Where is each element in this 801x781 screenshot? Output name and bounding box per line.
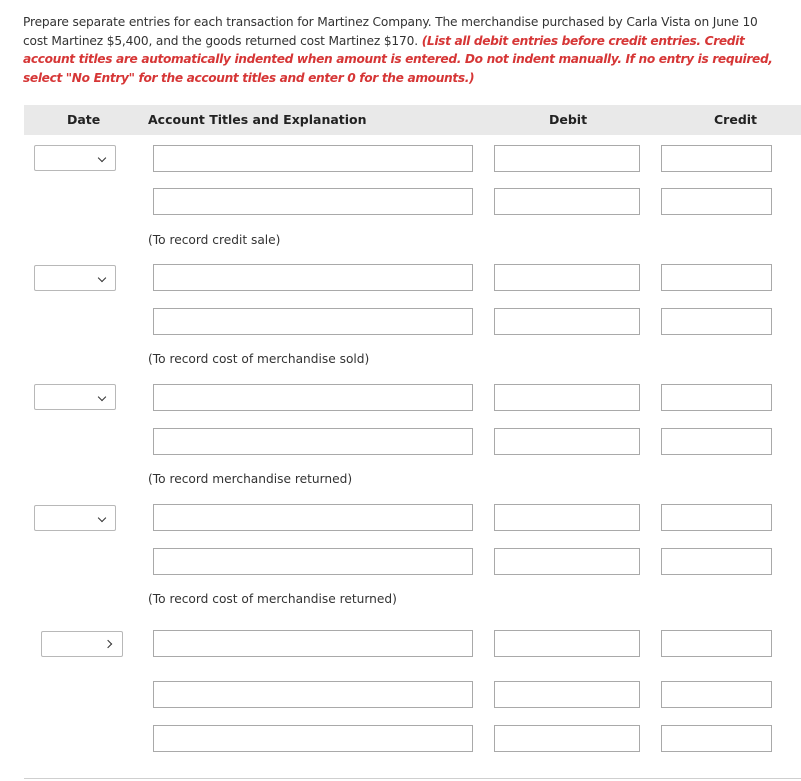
debit-input[interactable] — [494, 548, 640, 575]
debit-input[interactable] — [494, 504, 640, 531]
credit-input[interactable] — [661, 188, 772, 215]
header-date: Date — [67, 112, 101, 127]
credit-input[interactable] — [661, 681, 772, 708]
date-select[interactable] — [34, 265, 116, 291]
credit-input[interactable] — [661, 548, 772, 575]
date-select[interactable] — [41, 631, 123, 657]
account-title-input[interactable] — [153, 504, 473, 531]
chevron-down-icon — [98, 514, 106, 522]
instructions-text: Prepare separate entries for each transaction for Martinez Company. The merchandise purchased by Carla Vista on June 10 cost Martinez $5,400, and the goods returned cost Martinez $170. — [23, 15, 758, 48]
chevron-down-icon — [98, 154, 106, 162]
instructions-emphasis: (List all debit entries before credit entries. Credit account titles are automatically indented when amount is entered. Do not indent manually. If no entry is required, select "No Entry" for the account titles and enter 0 for the amounts.) — [23, 33, 773, 85]
credit-input[interactable] — [661, 308, 772, 335]
credit-input[interactable] — [661, 428, 772, 455]
table-header — [24, 105, 801, 135]
entry-explanation: (To record merchandise returned) — [148, 472, 353, 486]
chevron-down-icon — [98, 274, 106, 282]
account-title-input[interactable] — [153, 548, 473, 575]
account-title-input[interactable] — [153, 145, 473, 172]
account-title-input[interactable] — [153, 428, 473, 455]
debit-input[interactable] — [494, 384, 640, 411]
debit-input[interactable] — [494, 725, 640, 752]
debit-input[interactable] — [494, 630, 640, 657]
account-title-input[interactable] — [153, 681, 473, 708]
credit-input[interactable] — [661, 504, 772, 531]
account-title-input[interactable] — [153, 188, 473, 215]
account-title-input[interactable] — [153, 384, 473, 411]
header-account-titles: Account Titles and Explanation — [148, 112, 367, 127]
credit-input[interactable] — [661, 264, 772, 291]
debit-input[interactable] — [494, 681, 640, 708]
header-credit: Credit — [714, 112, 758, 127]
credit-input[interactable] — [661, 630, 772, 657]
account-title-input[interactable] — [153, 725, 473, 752]
date-select[interactable] — [34, 384, 116, 410]
debit-input[interactable] — [494, 308, 640, 335]
debit-input[interactable] — [494, 145, 640, 172]
entry-explanation: (To record cost of merchandise sold) — [148, 352, 370, 366]
account-title-input[interactable] — [153, 630, 473, 657]
credit-input[interactable] — [661, 384, 772, 411]
credit-input[interactable] — [661, 725, 772, 752]
chevron-right-icon — [104, 640, 112, 648]
account-title-input[interactable] — [153, 308, 473, 335]
credit-input[interactable] — [661, 145, 772, 172]
divider — [24, 778, 801, 779]
chevron-down-icon — [98, 393, 106, 401]
debit-input[interactable] — [494, 264, 640, 291]
date-select[interactable] — [34, 145, 116, 171]
entry-explanation: (To record credit sale) — [148, 233, 281, 247]
header-debit: Debit — [549, 112, 588, 127]
debit-input[interactable] — [494, 428, 640, 455]
date-select[interactable] — [34, 505, 116, 531]
debit-input[interactable] — [494, 188, 640, 215]
instructions — [23, 13, 783, 87]
account-title-input[interactable] — [153, 264, 473, 291]
entry-explanation: (To record cost of merchandise returned) — [148, 592, 397, 606]
